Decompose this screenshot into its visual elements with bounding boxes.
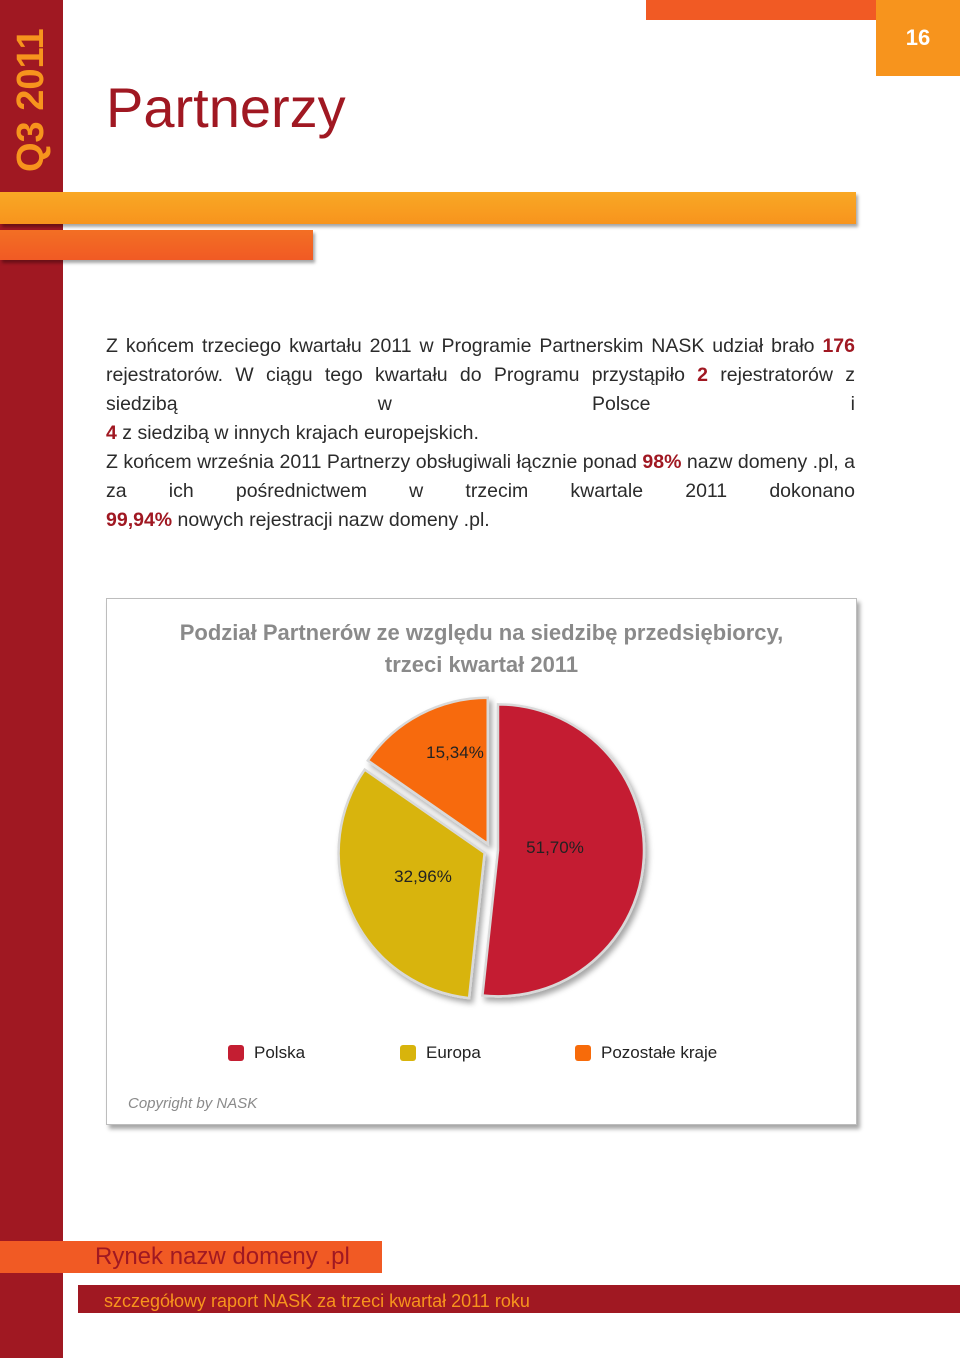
text-segment: nowych rejestracji nazw domeny .pl. [172, 509, 490, 531]
text-segment: rejestratorów. W ciągu tego kwartału do Programu przystąpiło [106, 364, 698, 386]
text-segment: rejestratorów z siedzibą w Polsce i [106, 364, 855, 415]
copyright-note: Copyright by NASK [128, 1095, 258, 1112]
chart-title-line1: Podział Partnerów ze względu na siedzibę przedsiębiorcy, [179, 620, 784, 645]
top-accent-bar [646, 0, 876, 20]
legend-label-europa: Europa [426, 1043, 481, 1062]
legend-item-pozostale [575, 1043, 717, 1063]
legend-swatch-polska [228, 1045, 244, 1061]
pie-chart [107, 599, 856, 1039]
page-title: Partnerzy [106, 76, 346, 139]
quarter-label: Q3 2011 [10, 28, 52, 172]
highlight-europe-count: 4 [106, 422, 117, 444]
legend-label-polska: Polska [254, 1043, 306, 1062]
footer-subtitle: szczegółowy raport NASK za trzeci kwartał 2011 roku [104, 1291, 530, 1311]
header-bar-yellow [0, 192, 856, 224]
highlight-registrars-count: 176 [822, 335, 855, 357]
text-segment: Z końcem września 2011 Partnerzy obsługiwali łącznie ponad [106, 451, 643, 473]
footer-title: Rynek nazw domeny .pl [95, 1243, 350, 1270]
legend-swatch-europa [400, 1045, 416, 1061]
text-segment: nazw domeny .pl, a za ich pośrednictwem w trzecim kwartale 2011 dokonano [106, 451, 855, 502]
pie-label-1: 32,96% [394, 867, 452, 886]
paragraph-share [106, 448, 855, 535]
chart-title-line2: trzeci kwartał 2011 [384, 652, 579, 677]
text-segment: Z końcem trzeciego kwartału 2011 w Programie Partnerskim NASK udział brało [106, 335, 823, 357]
legend-item-polska [228, 1043, 305, 1063]
chart-panel [106, 598, 857, 1125]
highlight-share-percent: 98% [642, 451, 682, 473]
page-number: 16 [876, 0, 960, 76]
pie-label-0: 51,70% [526, 838, 584, 857]
text-segment: z siedzibą w innych krajach europejskich. [116, 422, 479, 444]
highlight-poland-count: 2 [697, 364, 709, 386]
legend-label-pozostale: Pozostałe kraje [601, 1043, 718, 1062]
header-bar-orange [0, 230, 313, 260]
highlight-new-registrations-percent: 99,94% [106, 509, 173, 531]
legend-swatch-pozostale [575, 1045, 591, 1061]
pie-label-2: 15,34% [426, 743, 484, 762]
legend-item-europa [400, 1043, 481, 1063]
paragraph-registrars [106, 332, 855, 448]
